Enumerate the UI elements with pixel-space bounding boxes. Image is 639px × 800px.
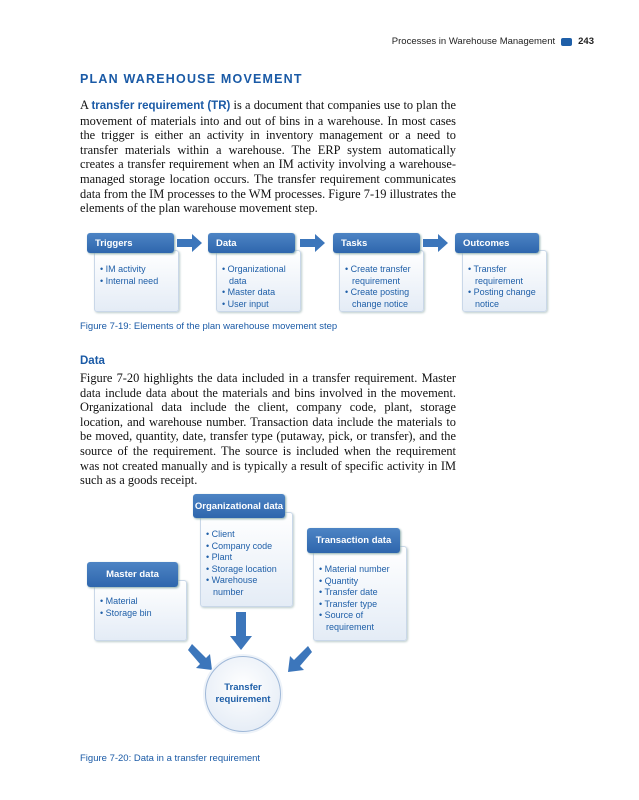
list-item: • Material number — [318, 564, 402, 576]
section-heading: PLAN WAREHOUSE MOVEMENT — [80, 72, 303, 86]
list-item: • Source of requirement — [318, 610, 402, 633]
right-arrow-icon — [177, 234, 203, 252]
diagonal-arrow-icon — [188, 644, 216, 672]
list-item: • Transfer type — [318, 599, 402, 611]
figure-caption: Figure 7-19: Elements of the plan warehouse movement step — [80, 321, 338, 332]
master-data-card — [94, 580, 187, 641]
transaction-data-header: Transaction data — [307, 528, 400, 553]
list-item: • Transfer date — [318, 587, 402, 599]
transfer-requirement-circle: Transfer requirement — [205, 656, 281, 732]
list-item: • Create posting change notice — [344, 287, 419, 310]
master-data-header: Master data — [87, 562, 178, 587]
list-item: • Transfer requirement — [467, 264, 542, 287]
transaction-data-card — [313, 546, 407, 641]
list-item: • Warehouse number — [205, 575, 288, 598]
list-item: • Plant — [205, 552, 288, 564]
running-head — [392, 36, 594, 47]
list-item: • Client — [205, 529, 288, 541]
right-arrow-icon — [300, 234, 326, 252]
step-header-outcomes: Outcomes — [455, 233, 539, 253]
list-item: • Organizational data — [221, 264, 296, 287]
diagonal-arrow-icon — [284, 646, 312, 674]
square-marker-icon — [561, 38, 572, 46]
list-item: • Posting change notice — [467, 287, 542, 310]
list-item: • IM activity — [99, 264, 174, 276]
org-data-header: Organizational data — [193, 494, 285, 518]
list-item: • Master data — [221, 287, 296, 299]
list-item: • Quantity — [318, 576, 402, 588]
running-head-title: Processes in Warehouse Management — [391, 36, 556, 47]
step-card-data — [216, 250, 301, 312]
list-item: • Storage bin — [99, 608, 182, 620]
list-item: • Storage location — [205, 564, 288, 576]
intro-paragraph — [80, 98, 456, 216]
data-paragraph: Figure 7-20 highlights the data included in a transfer requirement. Master data include data about the materials and bins involved in the movement. Organizational data include the client, company code, plant, storage location, and warehouse number. Transaction data include the materials to be moved, quantity, date, transfer type (putaway, pick, or transfer), and the source of the requirement. The source is included when the requirement was not created manually and is typically a result of specific activity in IM such as a goods receipt. — [80, 371, 456, 488]
subsection-heading: Data — [80, 355, 105, 367]
org-data-card — [200, 512, 293, 607]
down-arrow-icon — [230, 612, 252, 650]
intro-lead: A — [80, 98, 92, 112]
list-item: • Company code — [205, 541, 288, 553]
step-header-data: Data — [208, 233, 295, 253]
step-header-tasks: Tasks — [333, 233, 420, 253]
step-header-triggers: Triggers — [87, 233, 174, 253]
list-item: • Internal need — [99, 276, 174, 288]
list-item: • User input — [221, 299, 296, 311]
list-item: • Create transfer requirement — [344, 264, 419, 287]
right-arrow-icon — [423, 234, 449, 252]
page-number: 243 — [578, 36, 594, 47]
list-item: • Material — [99, 596, 182, 608]
step-card-tasks — [339, 250, 424, 312]
intro-text: is a document that companies use to plan the movement of materials into and out of bins in a warehouse. In most cases the trigger is either an activity in inventory management or a need to transfer materials within a warehouse. The ERP system automatically creates a transfer requirement when an IM activity involving a warehouse-managed storage location occurs. The transfer requirement communicates data from the IM processes to the WM processes. Figure 7-19 illustrates the elements of the plan warehouse movement step. — [80, 98, 456, 216]
figure-caption: Figure 7-20: Data in a transfer requirement — [80, 753, 261, 764]
key-term: transfer requirement (TR) — [91, 100, 231, 112]
step-card-triggers — [94, 250, 179, 312]
step-card-outcomes — [462, 250, 547, 312]
